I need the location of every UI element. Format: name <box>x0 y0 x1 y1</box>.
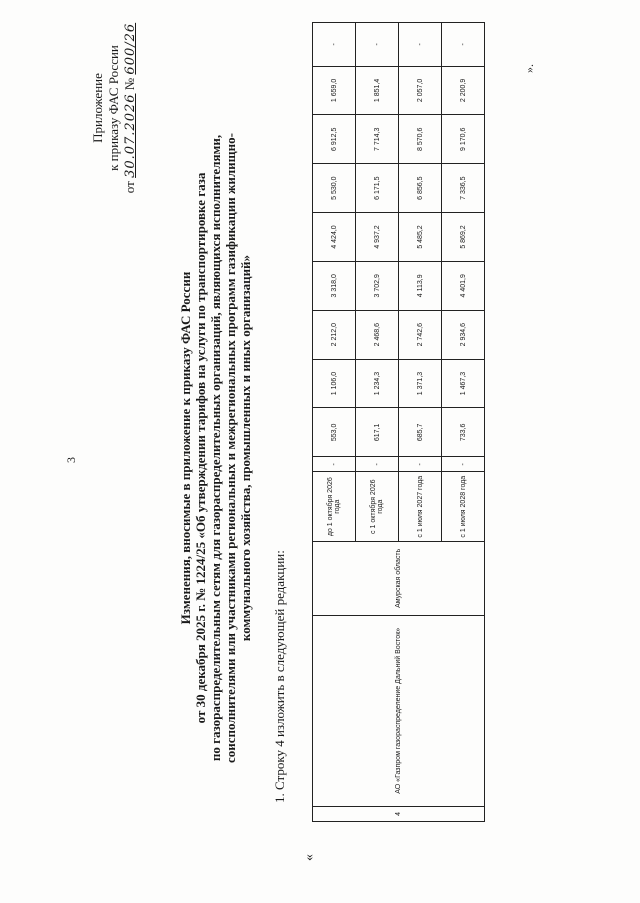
value-cell: 553,0 <box>313 408 356 457</box>
value-cell: 8 570,6 <box>399 115 442 164</box>
document-title <box>178 33 253 863</box>
opening-quote: « <box>302 854 317 861</box>
value-cell: 5 485,2 <box>399 213 442 262</box>
title-line: по газораспределительным сетям для газораспределительных организаций, являющихся исполнителями, <box>208 134 223 762</box>
item-1-text: 1. Строку 4 изложить в следующей редакции: <box>272 550 287 803</box>
last-cell: - <box>313 23 356 67</box>
value-cell: 1 234,3 <box>356 359 399 408</box>
dash-cell: - <box>313 457 356 472</box>
value-cell: 4 401,9 <box>442 261 485 310</box>
value-cell: 1 371,3 <box>399 359 442 408</box>
dash-cell: - <box>399 457 442 472</box>
value-cell: 7 714,3 <box>356 115 399 164</box>
value-cell: 2 742,6 <box>399 310 442 359</box>
closing-quote: ». <box>522 64 536 73</box>
handwritten-number: 600/26 <box>123 22 138 75</box>
value-cell: 1 659,0 <box>313 66 356 115</box>
value-cell: 2 934,6 <box>442 310 485 359</box>
value-cell: 7 336,5 <box>442 164 485 213</box>
period-cell: с 1 июля 2027 года <box>399 472 442 541</box>
value-cell: 4 424,0 <box>313 213 356 262</box>
appendix-header <box>90 13 139 203</box>
value-cell: 1 106,0 <box>313 359 356 408</box>
value-cell: 685,7 <box>399 408 442 457</box>
value-cell: 5 530,0 <box>313 164 356 213</box>
value-cell: 6 856,5 <box>399 164 442 213</box>
value-cell: 9 170,6 <box>442 115 485 164</box>
value-cell: 1 467,3 <box>442 359 485 408</box>
period-cell: с 1 июля 2028 года <box>442 472 485 541</box>
page-number: 3 <box>64 457 78 463</box>
title-line: соисполнителями или участниками региональных и межрегиональных программ газификации жилищно- <box>223 133 238 763</box>
number-prefix: № <box>122 77 137 91</box>
dash-cell: - <box>356 457 399 472</box>
dash-cell: - <box>442 457 485 472</box>
value-cell: 5 869,2 <box>442 213 485 262</box>
value-cell: 4 113,9 <box>399 261 442 310</box>
region-cell: Амурская область <box>313 541 485 615</box>
appendix-line1: Приложение <box>90 73 105 143</box>
title-line: от 30 декабря 2025 г. № 1224/25 «Об утверждении тарифов на услуги по транспортировке газа <box>193 172 208 724</box>
value-cell: 617,1 <box>356 408 399 457</box>
value-cell: 2 200,9 <box>442 66 485 115</box>
date-prefix: от <box>122 181 137 194</box>
last-cell: - <box>399 23 442 67</box>
tariff-table <box>312 22 485 822</box>
value-cell: 1 851,4 <box>356 66 399 115</box>
value-cell: 3 702,9 <box>356 261 399 310</box>
value-cell: 2 468,6 <box>356 310 399 359</box>
appendix-line2: к приказу ФАС России <box>106 45 121 171</box>
value-cell: 2 057,0 <box>399 66 442 115</box>
period-cell: с 1 октября 2026 года <box>356 472 399 541</box>
last-cell: - <box>442 23 485 67</box>
appendix-date-line <box>122 13 139 203</box>
title-line: Изменения, вносимые в приложение к приказу ФАС России <box>178 271 193 625</box>
table-row <box>313 23 356 822</box>
value-cell: 6 912,5 <box>313 115 356 164</box>
last-cell: - <box>356 23 399 67</box>
title-line: коммунального хозяйства, промышленных и иных организаций» <box>238 254 253 642</box>
value-cell: 733,6 <box>442 408 485 457</box>
period-cell: до 1 октября 2026 года <box>313 472 356 541</box>
row-number-cell: 4 <box>313 806 485 821</box>
value-cell: 3 318,0 <box>313 261 356 310</box>
value-cell: 6 171,5 <box>356 164 399 213</box>
handwritten-date: 30.07.2026 <box>123 93 138 178</box>
value-cell: 4 937,2 <box>356 213 399 262</box>
organization-cell: АО «Газпром газораспределение Дальний Восток» <box>313 615 485 806</box>
value-cell: 2 212,0 <box>313 310 356 359</box>
